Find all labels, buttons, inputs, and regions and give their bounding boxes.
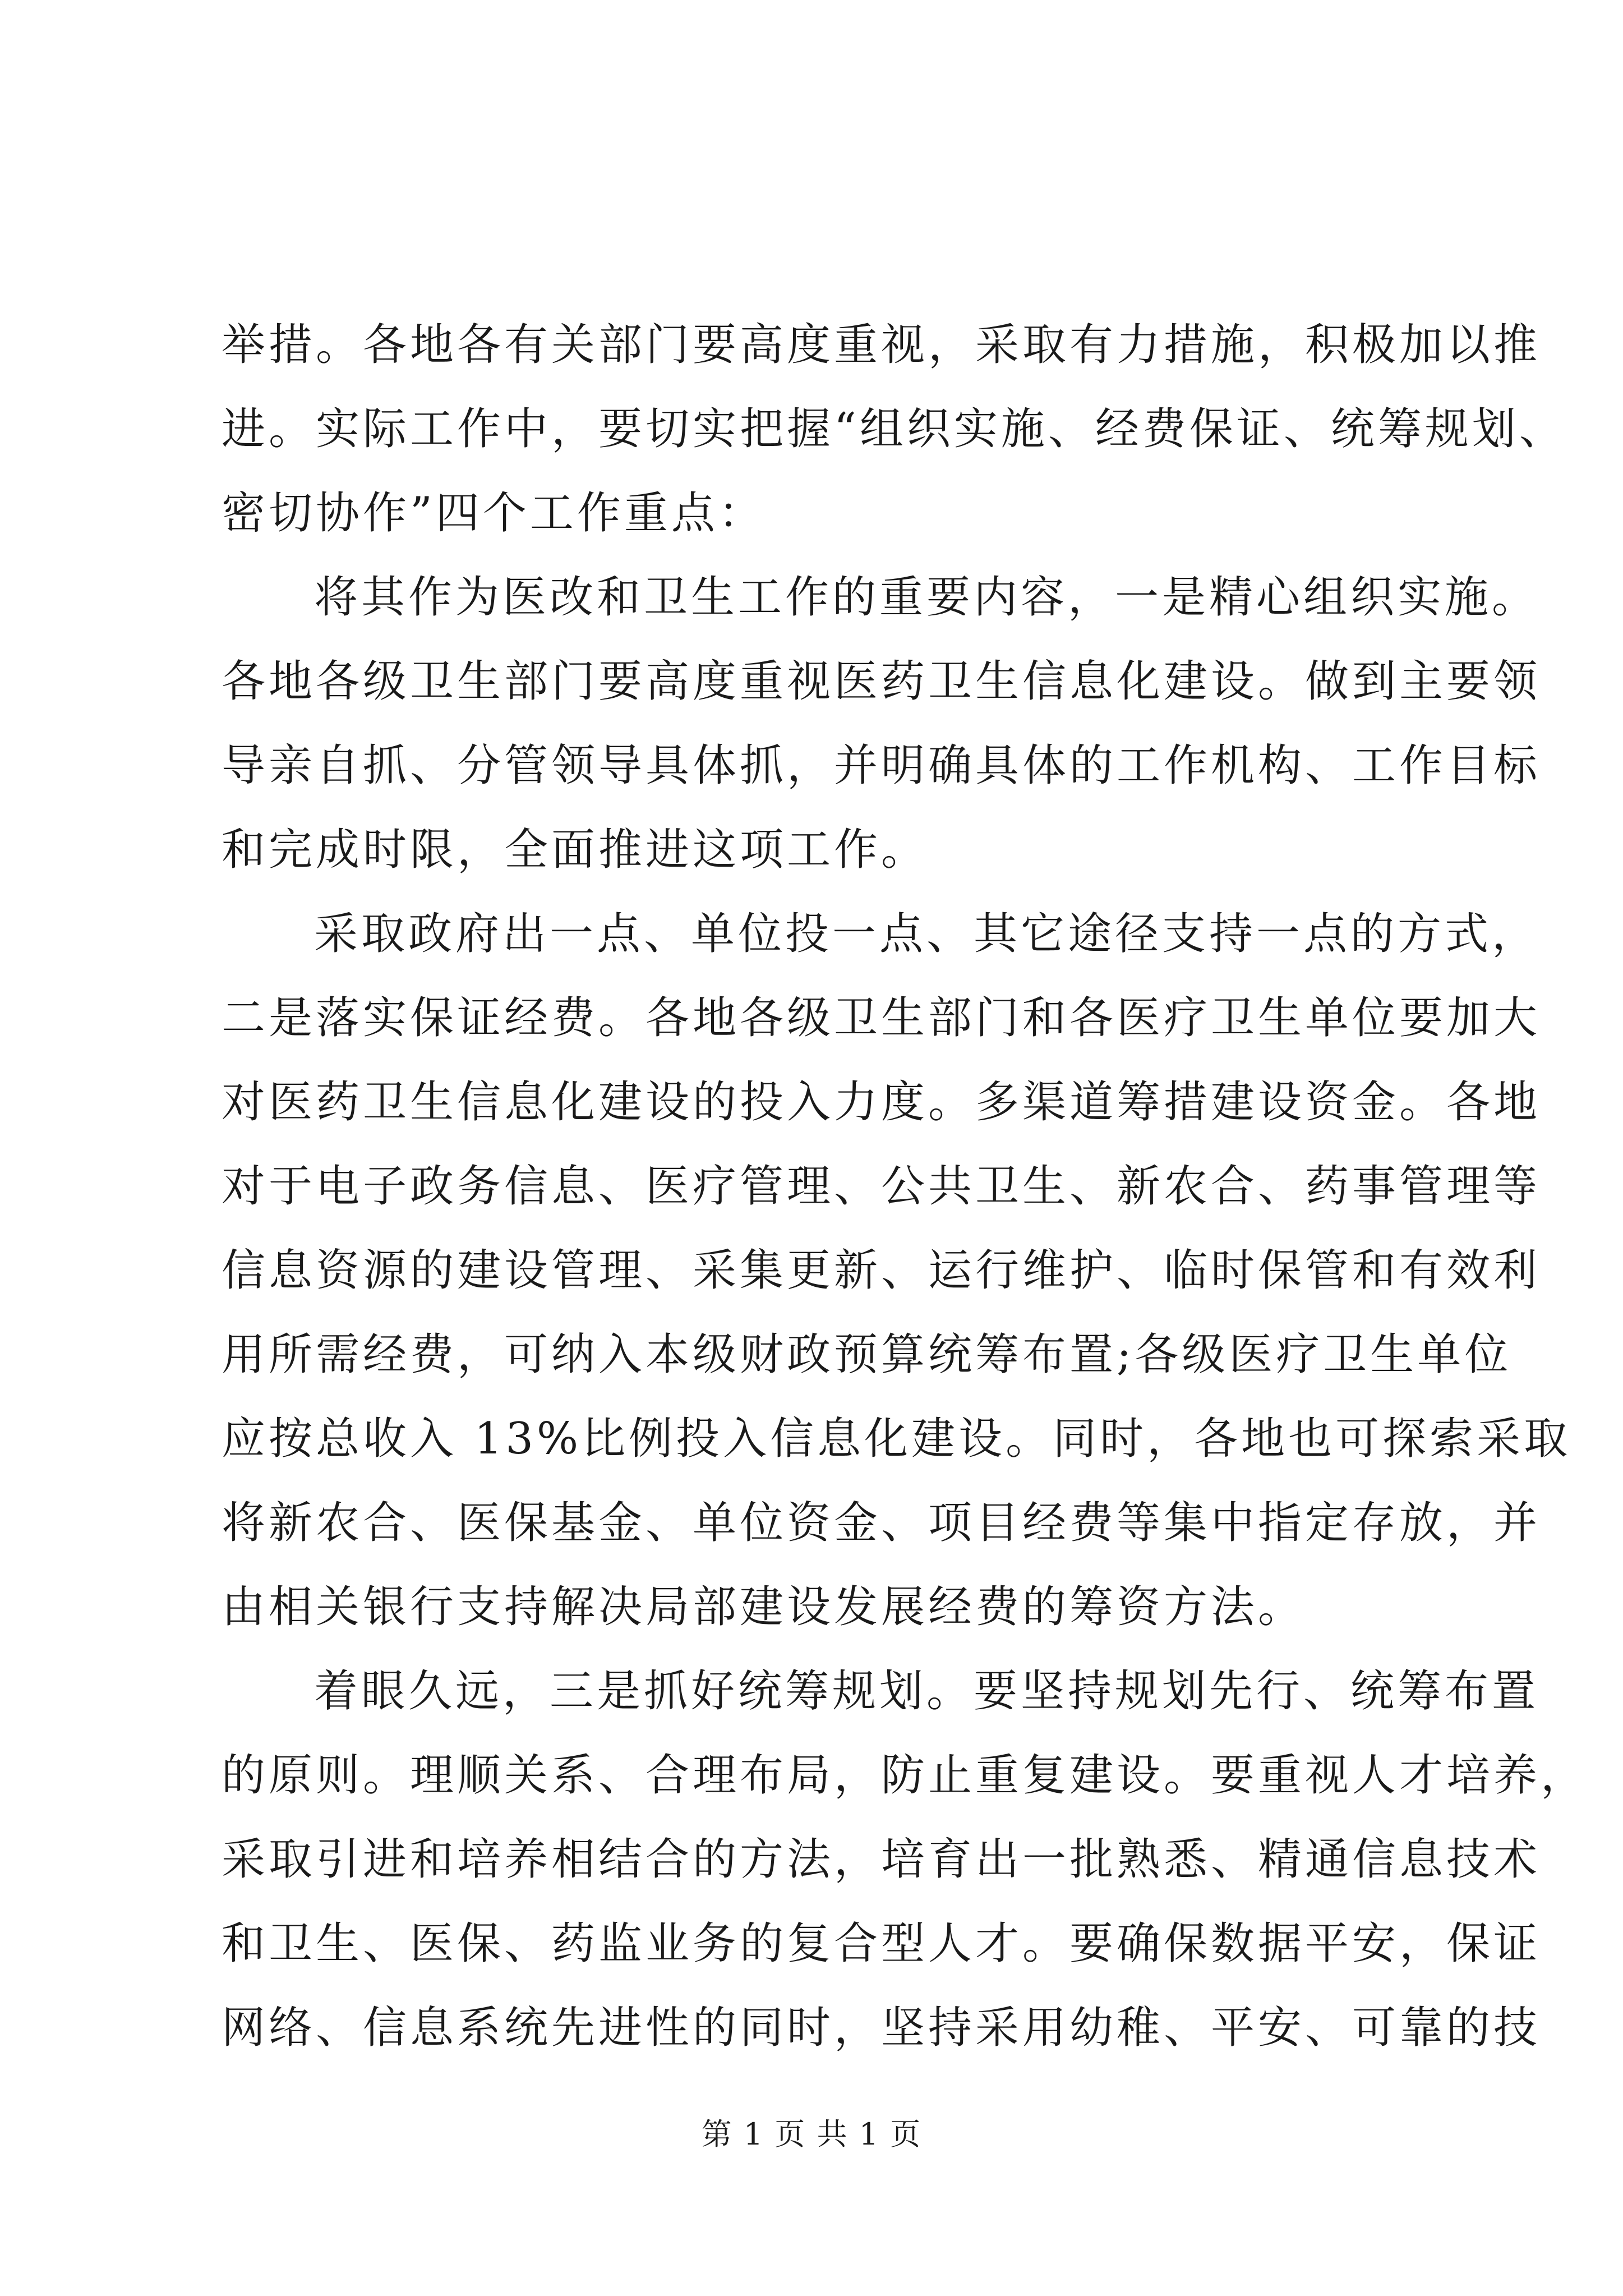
page-footer xyxy=(0,2115,1623,2154)
text-line: 信息资源的建设管理、采集更新、运行维护、临时保管和有效利 xyxy=(222,1245,1541,1296)
text-line: 采取引进和培养相结合的方法，培育出一批熟悉、精通信息技术 xyxy=(222,1834,1541,1885)
body-text xyxy=(222,303,1588,2070)
text-line: 二是落实保证经费。各地各级卫生部门和各医疗卫生单位要加大 xyxy=(222,993,1541,1043)
text-line: 和完成时限，全面推进这项工作。 xyxy=(222,825,929,875)
text-line: 的原则。理顺关系、合理布局，防止重复建设。要重视人才培养， xyxy=(222,1750,1588,1801)
paragraph-first-line: 采取政府出一点、单位投一点、其它途径支持一点的方式， xyxy=(314,909,1539,959)
text-line: 网络、信息系统先进性的同时，坚持采用幼稚、平安、可靠的技 xyxy=(222,2003,1541,2053)
text-line: 各地各级卫生部门要高度重视医药卫生信息化建设。做到主要领 xyxy=(222,656,1541,707)
text-line: 和卫生、医保、药监业务的复合型人才。要确保数据平安，保证 xyxy=(222,1918,1541,1969)
text-line: 将新农合、医保基金、单位资金、项目经费等集中指定存放，并 xyxy=(222,1498,1541,1548)
text-line: 对于电子政务信息、医疗管理、公共卫生、新农合、药事管理等 xyxy=(222,1161,1541,1212)
paragraph-first-line: 将其作为医改和卫生工作的重要内容，一是精心组织实施。 xyxy=(314,572,1539,623)
text-line: 应按总收入 13%比例投入信息化建设。同时，各地也可探索采取 xyxy=(222,1414,1571,1464)
text-line: 举措。各地各有关部门要高度重视，采取有力措施，积极加以推 xyxy=(222,320,1541,370)
paragraph-first-line: 着眼久远，三是抓好统筹规划。要坚持规划先行、统筹布置 xyxy=(314,1666,1539,1717)
text-line: 对医药卫生信息化建设的投入力度。多渠道筹措建设资金。各地 xyxy=(222,1077,1541,1128)
text-line: 由相关银行支持解决局部建设发展经费的筹资方法。 xyxy=(222,1582,1306,1632)
page-number: 第 1 页 共 1 页 xyxy=(701,2116,922,2152)
text-line: 导亲自抓、分管领导具体抓，并明确具体的工作机构、工作目标 xyxy=(222,740,1541,791)
text-line: 密切协作”四个工作重点： xyxy=(222,488,766,539)
text-line: 用所需经费，可纳入本级财政预算统筹布置;各级医疗卫生单位 xyxy=(222,1329,1512,1380)
text-line: 进。实际工作中，要切实把握“组织实施、经费保证、统筹规划、 xyxy=(222,404,1566,454)
